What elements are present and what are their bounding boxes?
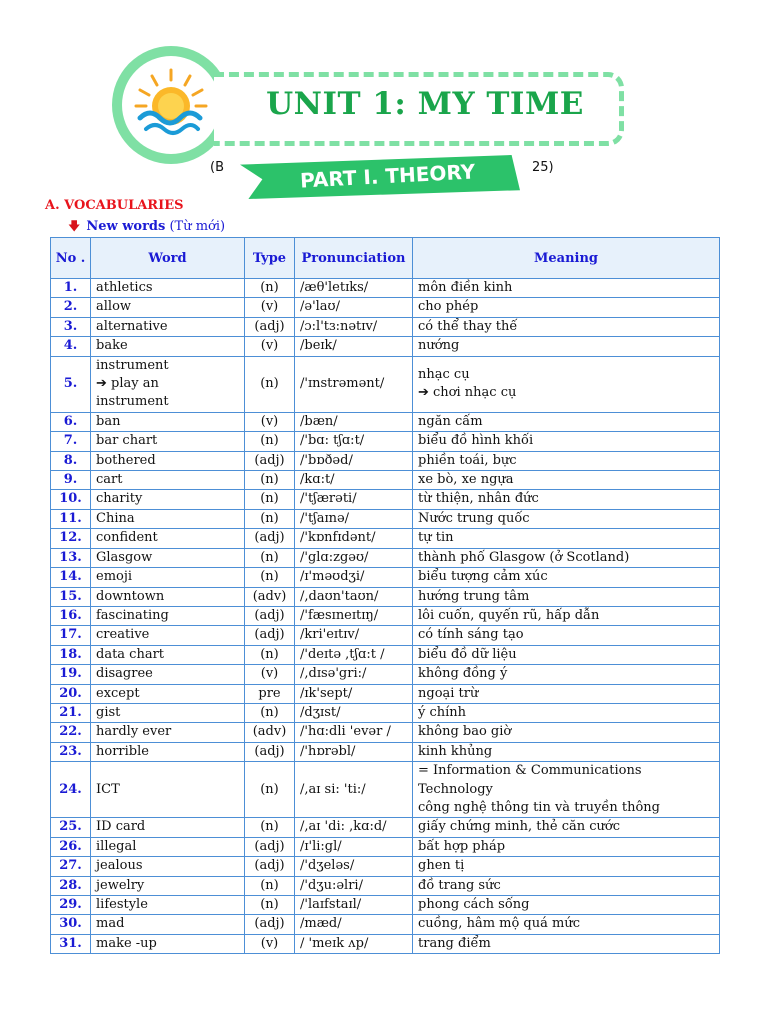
table-row — [51, 529, 720, 548]
pronunciation-cell: /kɑ:t/ — [295, 471, 413, 490]
table-row — [51, 432, 720, 451]
pronunciation-cell: /'tʃærəti/ — [295, 490, 413, 509]
word-line: instrument — [96, 394, 169, 410]
row-number: 15. — [51, 587, 91, 606]
vocabulary-table — [50, 237, 720, 954]
pronunciation-cell: /'kɒnfɪdənt/ — [295, 529, 413, 548]
header-pronunciation: Pronunciation — [295, 238, 413, 279]
type-cell: (n) — [245, 568, 295, 587]
meaning-cell — [413, 279, 720, 298]
meaning-cell — [413, 356, 720, 412]
type-cell: (n) — [245, 762, 295, 818]
table-row — [51, 490, 720, 509]
meaning-cell — [413, 742, 720, 761]
word-cell — [91, 587, 245, 606]
meaning-line: cho phép — [418, 299, 479, 315]
meaning-cell — [413, 317, 720, 336]
type-cell: (adj) — [245, 317, 295, 336]
meaning-line: trang điểm — [418, 935, 491, 951]
meaning-cell — [413, 298, 720, 317]
new-words-sub: (Từ mới) — [169, 219, 226, 234]
meaning-line: bất hợp pháp — [418, 838, 506, 854]
meaning-cell — [413, 857, 720, 876]
table-row — [51, 412, 720, 431]
row-number: 1. — [51, 279, 91, 298]
type-cell: (v) — [245, 665, 295, 684]
word-line: bar chart — [96, 433, 158, 449]
table-row — [51, 451, 720, 470]
meaning-cell — [413, 606, 720, 625]
row-number: 30. — [51, 915, 91, 934]
word-line: lifestyle — [96, 897, 148, 912]
table-row — [51, 723, 720, 742]
header — [0, 0, 768, 210]
meaning-line: biểu đồ hình khối — [418, 433, 534, 449]
meaning-cell — [413, 568, 720, 587]
word-line: China — [96, 510, 135, 526]
type-cell: (adj) — [245, 837, 295, 856]
pronunciation-cell: /'ɪnstrəmənt/ — [295, 356, 413, 412]
table-row — [51, 915, 720, 934]
header-word: Word — [91, 238, 245, 279]
meaning-cell — [413, 337, 720, 356]
word-cell — [91, 837, 245, 856]
word-line: charity — [96, 491, 143, 507]
header-meaning: Meaning — [413, 238, 720, 279]
type-cell: (adj) — [245, 626, 295, 645]
header-type: Type — [245, 238, 295, 279]
meaning-cell — [413, 587, 720, 606]
table-row — [51, 337, 720, 356]
row-number: 10. — [51, 490, 91, 509]
type-cell: (adj) — [245, 915, 295, 934]
table-row — [51, 703, 720, 722]
type-cell: (adj) — [245, 742, 295, 761]
row-number: 4. — [51, 337, 91, 356]
meaning-line: cuồng, hâm mộ quá mức — [418, 916, 580, 932]
word-cell — [91, 356, 245, 412]
meaning-line: phiền toái, bực — [418, 452, 517, 468]
word-cell — [91, 703, 245, 722]
row-number: 5. — [51, 356, 91, 412]
pronunciation-cell: /'glɑ:zgəʊ/ — [295, 548, 413, 567]
meaning-cell — [413, 548, 720, 567]
type-cell: (n) — [245, 471, 295, 490]
row-number: 19. — [51, 665, 91, 684]
meaning-line: lôi cuốn, quyến rũ, hấp dẫn — [418, 607, 600, 623]
table-row — [51, 606, 720, 625]
row-number: 9. — [51, 471, 91, 490]
table-row — [51, 626, 720, 645]
word-cell — [91, 568, 245, 587]
table-row — [51, 548, 720, 567]
word-line: hardly ever — [96, 724, 172, 740]
meaning-cell — [413, 876, 720, 895]
word-line: allow — [96, 299, 132, 315]
meaning-line: môn điền kinh — [418, 280, 513, 295]
meaning-cell — [413, 684, 720, 703]
row-number: 18. — [51, 645, 91, 664]
row-number: 21. — [51, 703, 91, 722]
arrow-down-icon: 🡇 — [68, 219, 81, 233]
word-cell — [91, 279, 245, 298]
word-line: jealous — [96, 858, 143, 874]
type-cell: (n) — [245, 703, 295, 722]
pronunciation-cell: /bæn/ — [295, 412, 413, 431]
pronunciation-cell: /mæd/ — [295, 915, 413, 934]
meaning-line: có tính sáng tạo — [418, 627, 524, 643]
pronunciation-cell: /,aɪ si: 'ti:/ — [295, 762, 413, 818]
word-line: illegal — [96, 838, 137, 854]
word-line: instrument — [96, 357, 169, 373]
word-cell — [91, 509, 245, 528]
row-number: 14. — [51, 568, 91, 587]
type-cell: (n) — [245, 548, 295, 567]
pronunciation-cell: /'dʒu:əlri/ — [295, 876, 413, 895]
word-line: bake — [96, 338, 128, 354]
word-line: make -up — [96, 935, 157, 951]
meaning-line: công nghệ thông tin và truyền thông — [418, 799, 660, 815]
type-cell: (n) — [245, 432, 295, 451]
table-row — [51, 279, 720, 298]
meaning-line: ngăn cấm — [418, 413, 483, 429]
meaning-line: từ thiện, nhân đức — [418, 491, 539, 507]
row-number: 3. — [51, 317, 91, 336]
word-line: ban — [96, 413, 121, 429]
row-number: 25. — [51, 818, 91, 837]
pronunciation-cell: /æθ'letɪks/ — [295, 279, 413, 298]
type-cell: (n) — [245, 818, 295, 837]
table-row — [51, 568, 720, 587]
row-number: 8. — [51, 451, 91, 470]
table-row — [51, 857, 720, 876]
word-cell — [91, 665, 245, 684]
row-number: 27. — [51, 857, 91, 876]
word-cell — [91, 471, 245, 490]
word-cell — [91, 742, 245, 761]
meaning-cell — [413, 471, 720, 490]
type-cell: (adv) — [245, 587, 295, 606]
table-row — [51, 509, 720, 528]
word-line: disagree — [96, 666, 153, 682]
table-header-row — [51, 238, 720, 279]
word-line: mad — [96, 916, 125, 932]
meaning-line: = Information & Communications — [418, 763, 642, 779]
new-words-heading — [68, 217, 225, 238]
word-cell — [91, 548, 245, 567]
pronunciation-cell: /ɔ:l'tɜ:nətɪv/ — [295, 317, 413, 336]
pronunciation-cell: / 'meɪk ʌp/ — [295, 934, 413, 953]
meaning-line: ➔ chơi nhạc cụ — [418, 385, 517, 401]
meaning-cell — [413, 837, 720, 856]
pronunciation-cell: /'hɒrəbl/ — [295, 742, 413, 761]
meaning-line: đồ trang sức — [418, 877, 501, 893]
type-cell: (n) — [245, 876, 295, 895]
meaning-line: xe bò, xe ngựa — [418, 472, 514, 488]
meaning-cell — [413, 645, 720, 664]
type-cell: (n) — [245, 490, 295, 509]
subtitle-right: 25) — [532, 160, 554, 175]
row-number: 11. — [51, 509, 91, 528]
word-line: gist — [96, 704, 121, 720]
row-number: 2. — [51, 298, 91, 317]
meaning-cell — [413, 762, 720, 818]
table-body — [51, 279, 720, 954]
table-row — [51, 645, 720, 664]
meaning-line: ý chính — [418, 704, 467, 720]
meaning-line: ngoại trừ — [418, 685, 479, 701]
word-line: jewelry — [96, 877, 145, 893]
type-cell: (v) — [245, 412, 295, 431]
pronunciation-cell: /ə'laʊ/ — [295, 298, 413, 317]
table-row — [51, 471, 720, 490]
type-cell: (adj) — [245, 529, 295, 548]
pronunciation-cell: /,dɪsə'gri:/ — [295, 665, 413, 684]
word-line: alternative — [96, 318, 168, 334]
pronunciation-cell: /'deɪtə ,tʃɑ:t / — [295, 645, 413, 664]
type-cell: (v) — [245, 934, 295, 953]
row-number: 13. — [51, 548, 91, 567]
type-cell: (n) — [245, 279, 295, 298]
word-cell — [91, 915, 245, 934]
word-cell — [91, 412, 245, 431]
meaning-line: biểu tượng cảm xúc — [418, 569, 548, 585]
word-cell — [91, 337, 245, 356]
word-line: Glasgow — [96, 549, 153, 565]
row-number: 28. — [51, 876, 91, 895]
table-row — [51, 587, 720, 606]
logo — [122, 56, 220, 154]
table-row — [51, 934, 720, 953]
word-cell — [91, 645, 245, 664]
word-cell — [91, 857, 245, 876]
word-cell — [91, 451, 245, 470]
meaning-cell — [413, 723, 720, 742]
header-no: No . — [51, 238, 91, 279]
meaning-line: phong cách sống — [418, 897, 530, 912]
meaning-cell — [413, 490, 720, 509]
new-words-label: New words — [86, 219, 166, 234]
word-cell — [91, 529, 245, 548]
meaning-line: Nước trung quốc — [418, 510, 530, 526]
pronunciation-cell: /beɪk/ — [295, 337, 413, 356]
word-line: data chart — [96, 646, 165, 662]
word-cell — [91, 818, 245, 837]
word-line: confident — [96, 530, 158, 546]
meaning-cell — [413, 412, 720, 431]
row-number: 26. — [51, 837, 91, 856]
meaning-line: hướng trung tâm — [418, 588, 530, 604]
word-line: emoji — [96, 569, 133, 585]
section-heading: A. VOCABULARIES — [45, 198, 184, 213]
meaning-line: nướng — [418, 338, 460, 354]
pronunciation-cell: /ɪ'li:gl/ — [295, 837, 413, 856]
pronunciation-cell: /'tʃaɪnə/ — [295, 509, 413, 528]
type-cell: (v) — [245, 298, 295, 317]
row-number: 7. — [51, 432, 91, 451]
word-cell — [91, 934, 245, 953]
table-row — [51, 896, 720, 915]
type-cell: (adj) — [245, 857, 295, 876]
word-line: downtown — [96, 588, 165, 604]
meaning-cell — [413, 934, 720, 953]
type-cell: (n) — [245, 896, 295, 915]
meaning-line: thành phố Glasgow (ở Scotland) — [418, 549, 630, 565]
meaning-line: không đồng ý — [418, 666, 508, 682]
meaning-cell — [413, 529, 720, 548]
type-cell: (v) — [245, 337, 295, 356]
table-row — [51, 665, 720, 684]
word-line: ➔ play an — [96, 376, 159, 392]
row-number: 16. — [51, 606, 91, 625]
row-number: 24. — [51, 762, 91, 818]
table-row — [51, 742, 720, 761]
table-row — [51, 356, 720, 412]
pronunciation-cell: /,aɪ 'di: ,kɑ:d/ — [295, 818, 413, 837]
table-row — [51, 684, 720, 703]
meaning-cell — [413, 451, 720, 470]
meaning-line: ghen tị — [418, 858, 465, 874]
type-cell: (adv) — [245, 723, 295, 742]
row-number: 31. — [51, 934, 91, 953]
meaning-line: tự tin — [418, 530, 454, 546]
word-line: bothered — [96, 452, 156, 468]
meaning-line: kinh khủng — [418, 743, 493, 759]
word-line: ICT — [96, 781, 120, 797]
part-label: PART I. THEORY — [299, 159, 476, 193]
table-row — [51, 298, 720, 317]
logo-ring — [112, 46, 230, 164]
meaning-line: có thể thay thế — [418, 318, 518, 334]
subtitle-left: (B — [210, 160, 224, 175]
row-number: 6. — [51, 412, 91, 431]
meaning-cell — [413, 818, 720, 837]
word-line: athletics — [96, 280, 153, 295]
pronunciation-cell: /kri'eɪtɪv/ — [295, 626, 413, 645]
row-number: 17. — [51, 626, 91, 645]
word-cell — [91, 762, 245, 818]
meaning-line: giấy chứng minh, thẻ căn cước — [418, 819, 620, 835]
table-row — [51, 818, 720, 837]
pronunciation-cell: /'bɑ: tʃɑ:t/ — [295, 432, 413, 451]
word-cell — [91, 490, 245, 509]
word-line: cart — [96, 472, 123, 488]
meaning-line: không bao giờ — [418, 724, 512, 740]
word-cell — [91, 684, 245, 703]
type-cell: (adj) — [245, 451, 295, 470]
type-cell: (n) — [245, 509, 295, 528]
meaning-line: nhạc cụ — [418, 366, 470, 382]
pronunciation-cell: /'laɪfstaɪl/ — [295, 896, 413, 915]
word-line: horrible — [96, 743, 149, 759]
table-row — [51, 317, 720, 336]
pronunciation-cell: /'fæsɪneɪtɪŋ/ — [295, 606, 413, 625]
pronunciation-cell: /'bɒðəd/ — [295, 451, 413, 470]
word-cell — [91, 298, 245, 317]
pronunciation-cell: /ɪ'məʊdʒi/ — [295, 568, 413, 587]
table-row — [51, 762, 720, 818]
meaning-cell — [413, 432, 720, 451]
meaning-line: biểu đồ dữ liệu — [418, 646, 517, 662]
type-cell: (n) — [245, 356, 295, 412]
meaning-cell — [413, 915, 720, 934]
type-cell: (adj) — [245, 606, 295, 625]
table-row — [51, 837, 720, 856]
row-number: 23. — [51, 742, 91, 761]
pronunciation-cell: /'dʒeləs/ — [295, 857, 413, 876]
row-number: 22. — [51, 723, 91, 742]
row-number: 20. — [51, 684, 91, 703]
pronunciation-cell: /dʒɪst/ — [295, 703, 413, 722]
type-cell: pre — [245, 684, 295, 703]
meaning-cell — [413, 665, 720, 684]
pronunciation-cell: /ɪk'sept/ — [295, 684, 413, 703]
word-cell — [91, 606, 245, 625]
pronunciation-cell: /'hɑ:dli 'evər / — [295, 723, 413, 742]
row-number: 29. — [51, 896, 91, 915]
word-cell — [91, 317, 245, 336]
meaning-cell — [413, 703, 720, 722]
sun-waves-icon — [122, 56, 220, 154]
word-line: creative — [96, 627, 150, 643]
type-cell: (n) — [245, 645, 295, 664]
word-line: ID card — [96, 819, 146, 835]
word-line: except — [96, 685, 140, 701]
pronunciation-cell: /,daʊn'taʊn/ — [295, 587, 413, 606]
row-number: 12. — [51, 529, 91, 548]
unit-title: UNIT 1: MY TIME — [266, 86, 584, 122]
meaning-cell — [413, 896, 720, 915]
meaning-cell — [413, 626, 720, 645]
word-cell — [91, 876, 245, 895]
word-cell — [91, 896, 245, 915]
word-cell — [91, 723, 245, 742]
word-cell — [91, 432, 245, 451]
word-line: fascinating — [96, 607, 169, 623]
meaning-cell — [413, 509, 720, 528]
table-row — [51, 876, 720, 895]
meaning-line: Technology — [418, 781, 493, 797]
word-cell — [91, 626, 245, 645]
